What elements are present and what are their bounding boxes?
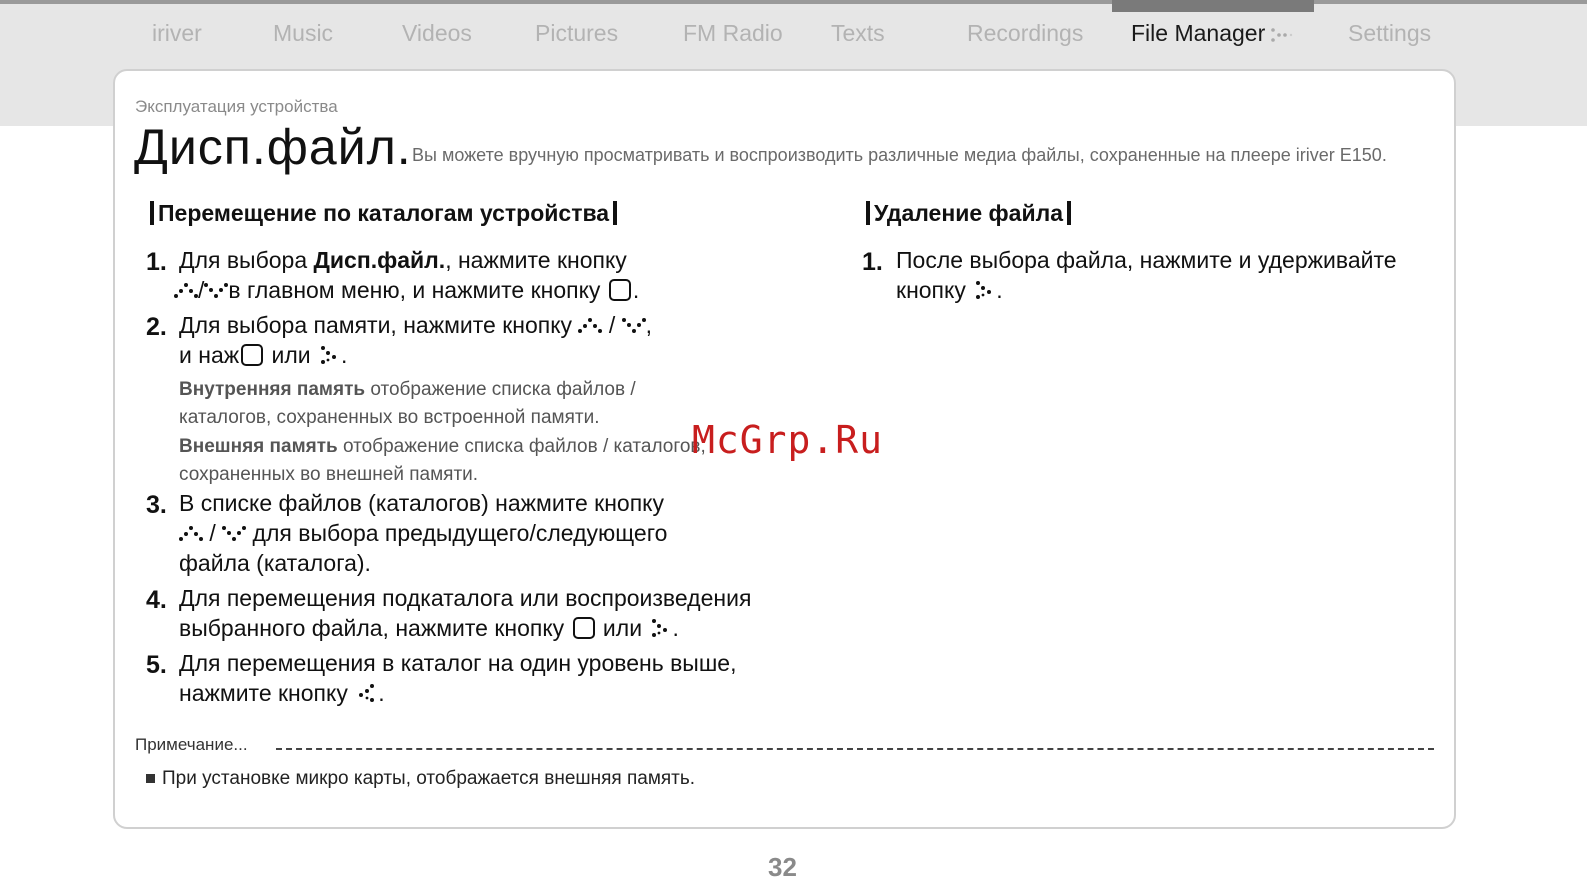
tab-music[interactable]: Music [273, 20, 334, 46]
step-4-line-2: выбранного файла, нажмите кнопку или . [179, 615, 679, 641]
step-3-line-1: В списке файлов (каталогов) нажмите кнопку [179, 490, 664, 516]
select-button-icon [609, 279, 631, 301]
heading-bar-left [150, 201, 154, 225]
step-3-line-2: / для выбора предыдущего/следующего [179, 519, 667, 547]
heading-bar-right [1067, 201, 1071, 225]
tab-settings[interactable]: Settings [1348, 20, 1432, 46]
note-bullet-icon [146, 774, 155, 783]
step-5-line-2: нажмите кнопку . [179, 680, 385, 706]
page-title: Дисп.файл. [134, 119, 412, 175]
breadcrumb: Эксплуатация устройства [135, 97, 338, 116]
step-number: 3. [146, 491, 167, 519]
tab-file-manager[interactable] [1131, 20, 1293, 47]
step-2-sub-internal-cont: каталогов, сохраненных во встроенной памяти. [179, 407, 600, 428]
dots-up-icon [174, 280, 198, 300]
step-number: 4. [146, 586, 167, 614]
section-heading-text: Перемещение по каталогам устройства [158, 200, 610, 226]
step-3-line-3: файла (каталога). [179, 550, 371, 576]
step-number: 1. [862, 248, 883, 276]
select-button-icon [241, 344, 263, 366]
step-number: 2. [146, 313, 167, 341]
dots-right-icon [317, 345, 341, 365]
watermark: McGrp.Ru [692, 418, 884, 462]
tab-file-manager-label: File Manager [1131, 20, 1266, 46]
dots-right-icon [972, 280, 996, 300]
tab-videos[interactable]: Videos [402, 20, 472, 46]
dots-down-icon [204, 280, 228, 300]
step-4-line-1: Для перемещения подкаталога или воспроизведения [179, 585, 752, 611]
dots-right-icon [648, 618, 672, 638]
header-top-strip [0, 0, 1587, 4]
section-heading-text: Удаление файла [874, 200, 1064, 226]
dots-down-icon [222, 523, 246, 543]
heading-bar-right [613, 201, 617, 225]
step-number: 5. [146, 651, 167, 679]
four-dots-right-icon [1269, 26, 1293, 44]
note-divider [276, 748, 1434, 750]
dots-down-icon [622, 315, 646, 335]
dots-up-icon [578, 315, 602, 335]
note-label: Примечание... [135, 735, 248, 754]
step-5-line-1: Для перемещения в каталог на один уровень выше, [179, 650, 737, 676]
active-tab-indicator [1112, 0, 1314, 12]
dots-up-icon [179, 523, 203, 543]
step-2-line-1: Для выбора памяти, нажмите кнопку / , [179, 312, 652, 338]
step-1-line-1: Для выбора Дисп.файл., нажмите кнопку [179, 247, 627, 273]
step-2-line-2: и наж или . [179, 342, 348, 368]
delete-step-1-line-2: кнопку . [896, 277, 1003, 303]
heading-bar-left [866, 201, 870, 225]
dots-left-icon [354, 683, 378, 703]
note-text: При установке микро карты, отображается внешняя память. [162, 768, 696, 789]
top-nav [0, 14, 1587, 58]
tab-pictures[interactable]: Pictures [535, 20, 619, 46]
step-1-line-2: / в главном меню, и нажмите кнопку . [174, 276, 639, 304]
step-2-sub-external-cont: сохраненных во внешней памяти. [179, 464, 479, 485]
section-heading-delete [862, 200, 1075, 227]
step-number: 1. [146, 248, 167, 276]
tab-recordings[interactable]: Recordings [967, 20, 1084, 46]
step-2-sub-external: Внешняя память отображение списка файлов / каталогов, [179, 436, 706, 457]
tab-iriver[interactable]: iriver [152, 20, 202, 46]
page-number: 32 [768, 852, 797, 882]
section-heading-navigation [146, 200, 621, 227]
delete-step-1-line-1: После выбора файла, нажмите и удерживайте [896, 247, 1397, 273]
page-subtitle: Вы можете вручную просматривать и воспроизводить различные медиа файлы, сохраненные на плеере iriver E150. [412, 145, 1387, 165]
step-2-sub-internal: Внутренняя память отображение списка файлов / [179, 379, 636, 400]
tab-fm-radio[interactable]: FM Radio [683, 20, 783, 46]
select-button-icon [573, 617, 595, 639]
tab-texts[interactable]: Texts [831, 20, 885, 46]
